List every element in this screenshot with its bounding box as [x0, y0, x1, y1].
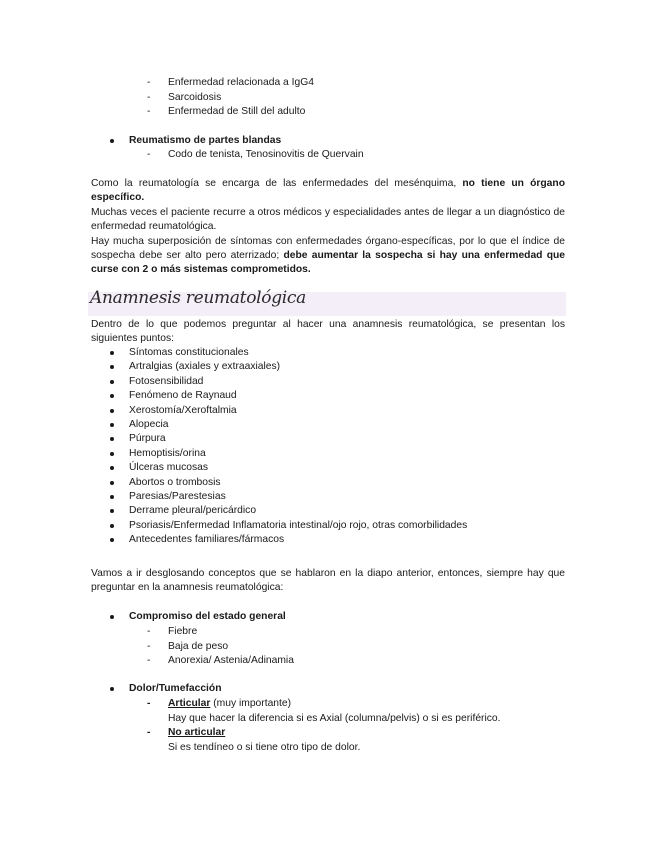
bullet-dot [110, 687, 114, 691]
list-item-text: Xerostomía/Xeroftalmia [129, 404, 237, 416]
list-item-text: Síntomas constitucionales [129, 347, 249, 358]
articular-label: Articular [168, 698, 211, 709]
bullet-dot [110, 452, 114, 456]
dash-bullet: - [147, 106, 151, 117]
list-item-text: Antecedentes familiares/fármacos [129, 534, 285, 546]
list-item-text: Fiebre [168, 626, 198, 637]
section-lead: Dentro de lo que podemos preguntar al hacer una anamnesis reumatológica, se presentan los siguientes puntos: [91, 319, 565, 345]
dash-bullet: - [147, 149, 151, 160]
list-item-text: Sarcoidosis [168, 91, 222, 103]
bullet-dot [110, 615, 114, 619]
intro-p3-emphasis: debe aumentar la sospecha si hay una enfermedad que curse con 2 o más sistemas comprometidos. [91, 250, 565, 276]
non-articular-detail: Si es tendíneo o si tiene otro tipo de dolor. [168, 741, 361, 753]
list-item-text: Enfermedad relacionada a IgG4 [168, 77, 314, 88]
list-item-text [168, 697, 291, 711]
bullet-dot [110, 394, 114, 398]
intro-paragraphs [91, 177, 565, 278]
bullet-dot [110, 495, 114, 499]
list-item-text: Abortos o trombosis [129, 476, 221, 488]
list-item-text: Anorexia/ Astenia/Adinamia [168, 655, 294, 666]
list-item-text: Fotosensibilidad [129, 375, 204, 387]
intro-p2: Muchas veces el paciente recurre a otros médicos y especialidades antes de llegar a un diagnóstico de enfermedad reumatológica. [91, 206, 565, 233]
dash-bullet: - [147, 727, 151, 738]
bullet-dot [110, 380, 114, 384]
list-item-text: Codo de tenista, Tenosinovitis de Quervain [168, 149, 364, 160]
bullet-dot [110, 466, 114, 470]
bullet-dot [110, 351, 114, 355]
intro-p3 [91, 235, 565, 278]
bullet-dot [110, 139, 114, 143]
dash-bullet: - [147, 77, 151, 88]
dash-bullet: - [147, 698, 151, 709]
intro-p1 [91, 177, 565, 206]
intro-p1-emphasis: no tiene un órgano específico. [91, 178, 565, 204]
list-item-text: Derrame pleural/pericárdico [129, 505, 257, 517]
bullet-dot [110, 538, 114, 542]
list-item-text: Enfermedad de Still del adulto [168, 106, 306, 117]
soft-tissue-title: Reumatismo de partes blandas [129, 135, 282, 146]
bullet-dot [110, 365, 114, 369]
list-item-text: Psoriasis/Enfermedad Inflamatoria intestinal/ojo rojo, otras comorbilidades [129, 519, 468, 531]
dash-bullet: - [147, 91, 151, 103]
list-item-text: Baja de peso [168, 640, 229, 652]
bullet-dot [110, 524, 114, 528]
non-articular-label: No articular [168, 727, 226, 738]
bullet-dot [110, 423, 114, 427]
list-item-text: Úlceras mucosas [129, 462, 208, 474]
dash-bullet: - [147, 640, 151, 652]
section-heading: Anamnesis reumatológica [90, 288, 306, 308]
list-item-text: Púrpura [129, 433, 166, 445]
dash-bullet: - [147, 626, 151, 637]
list-item-text: Paresias/Parestesias [129, 490, 226, 502]
list-item-text: Artralgias (axiales y extraaxiales) [129, 361, 281, 373]
intro-p1-text: Como la reumatología se encarga de las enfermedades del mesénquima, [91, 178, 463, 189]
list-item-text: Hemoptisis/orina [129, 447, 206, 459]
followup-paragraph: Vamos a ir desglosando conceptos que se hablaron en la diapo anterior, entonces, siempre hay que preguntar en la anamnesis reumatológica: [91, 568, 565, 594]
list-item-text: Fenómeno de Raynaud [129, 390, 237, 402]
intro-p3-text: Hay mucha superposición de síntomas con enfermedades órgano-específicas, por lo que el índice de sospecha debe ser alto pero aterrizado; [91, 235, 565, 262]
bullet-dot [110, 409, 114, 413]
bullet-dot [110, 509, 114, 513]
list-item-text: Alopecia [129, 418, 169, 430]
pain-title: Dolor/Tumefacción [129, 683, 222, 694]
bullet-dot [110, 481, 114, 485]
general-title: Compromiso del estado general [129, 611, 286, 622]
articular-detail: Hay que hacer la diferencia si es Axial (columna/pelvis) o si es periférico. [168, 712, 501, 724]
bullet-dot [110, 437, 114, 441]
articular-note: (muy importante) [210, 698, 292, 709]
dash-bullet: - [147, 655, 151, 666]
